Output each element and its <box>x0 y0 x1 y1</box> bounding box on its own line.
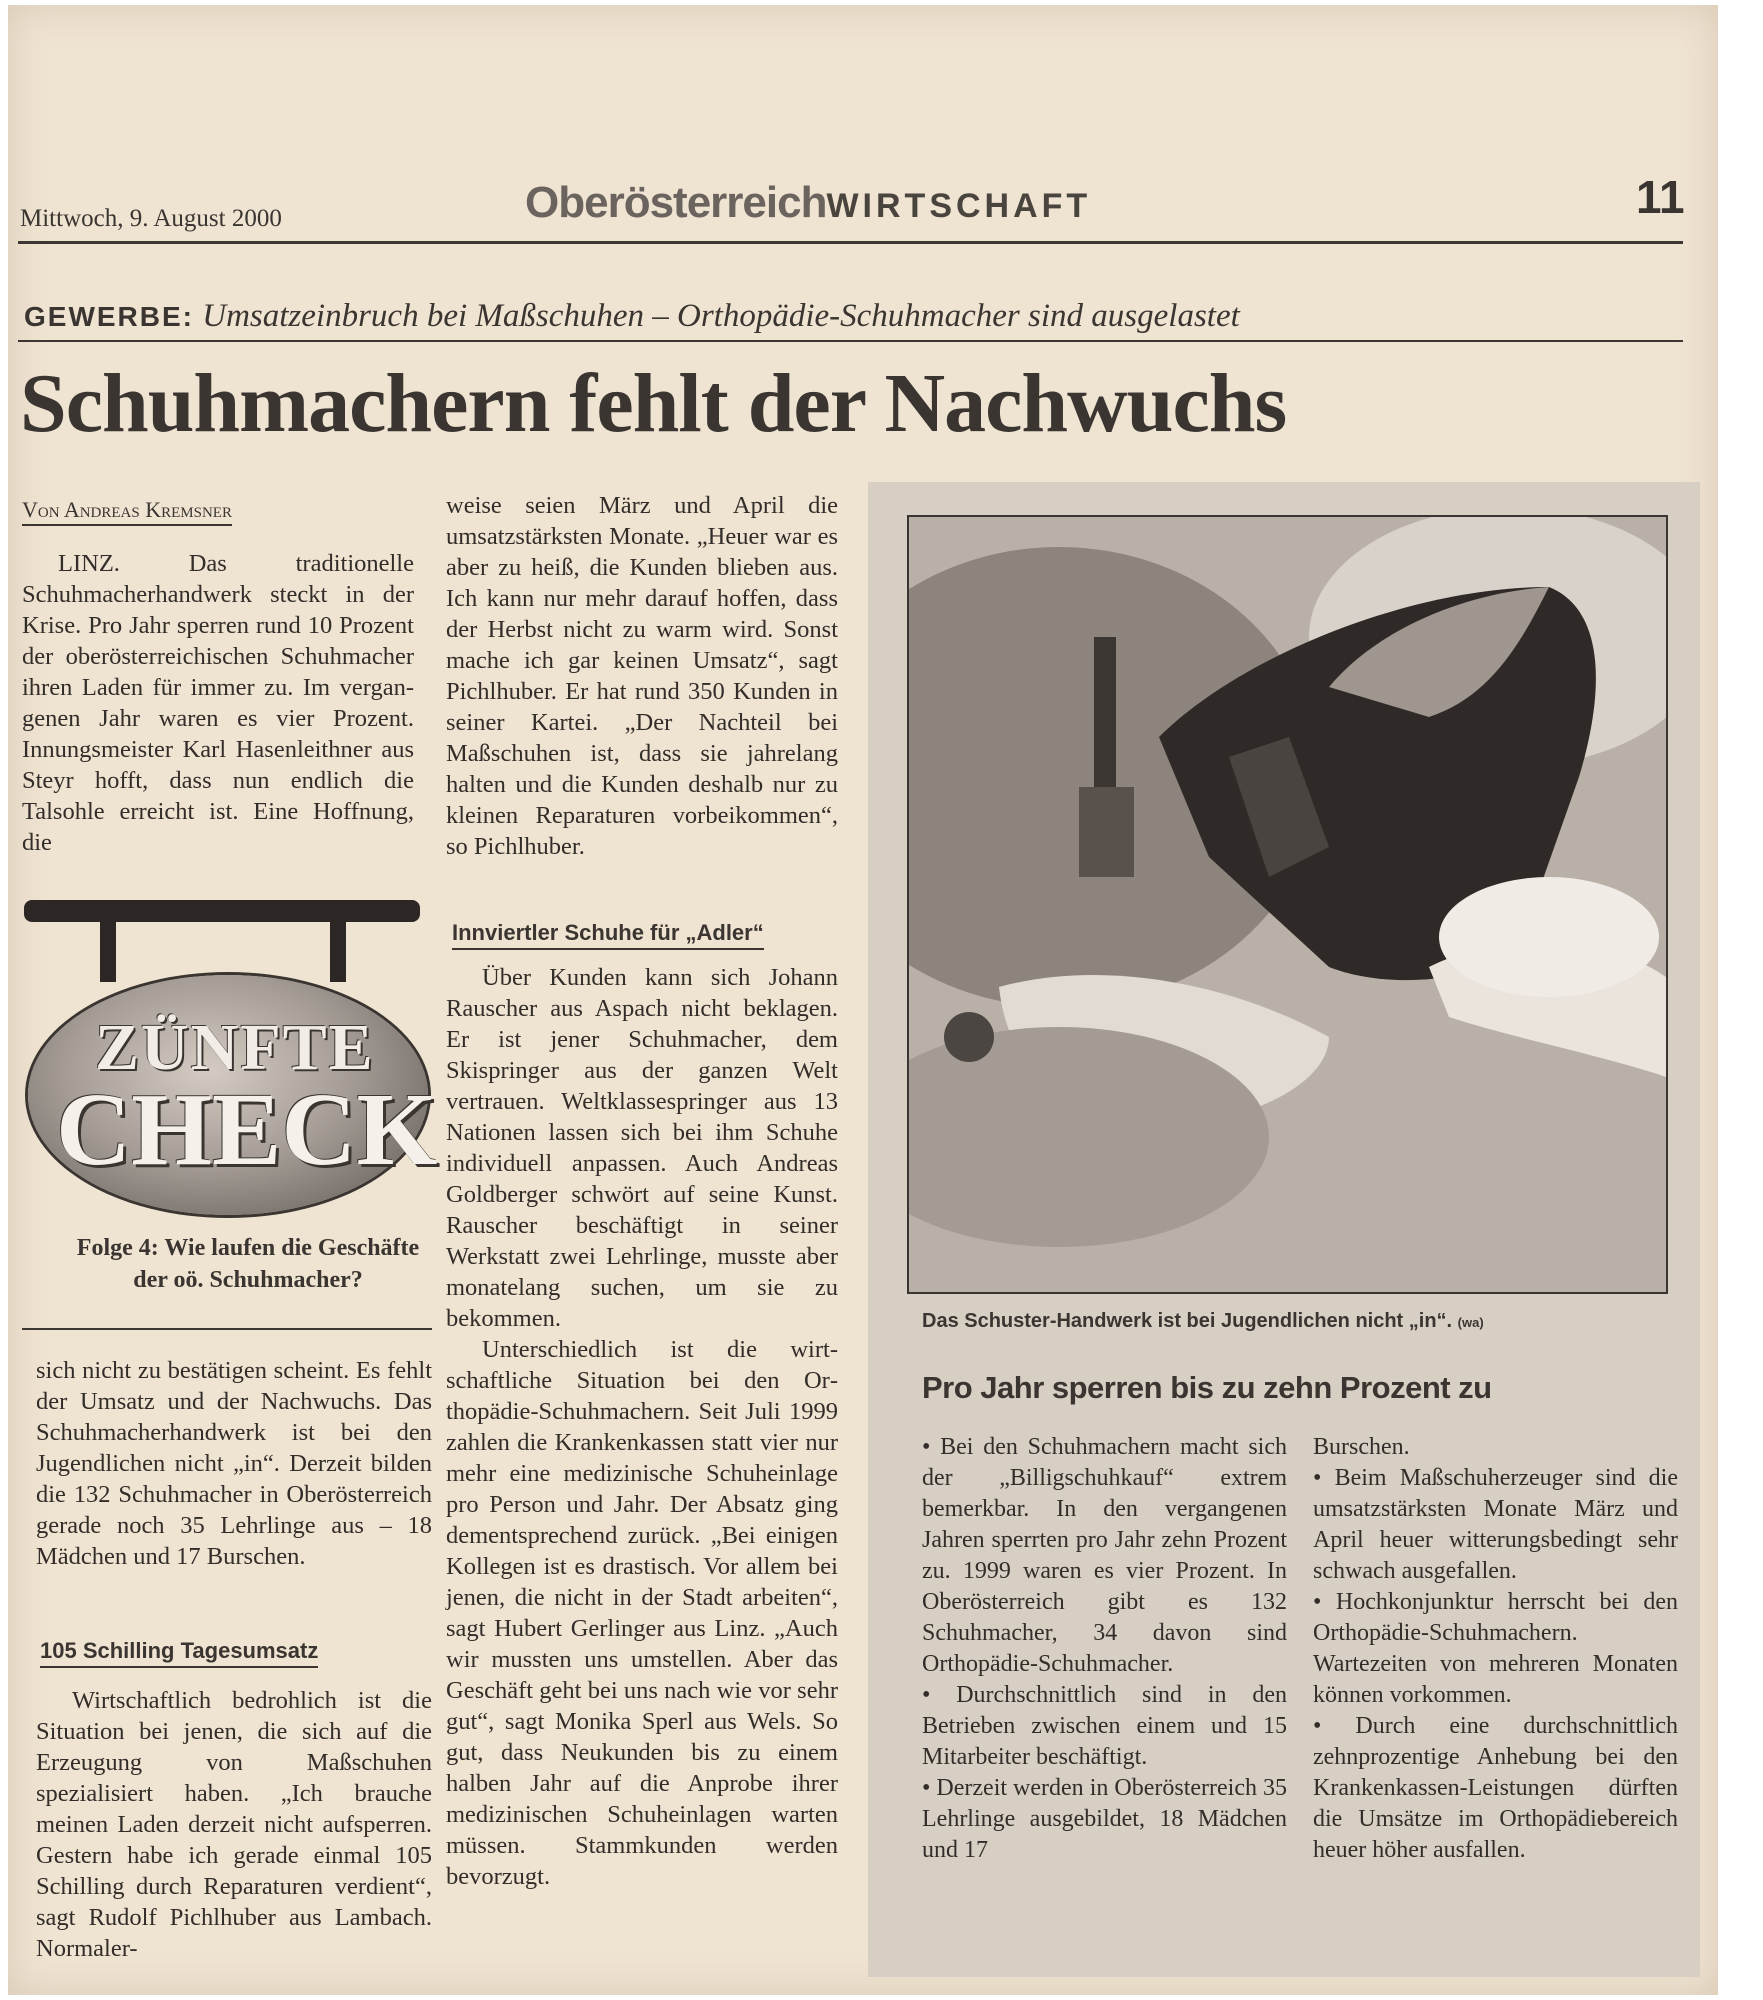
column-2-paragraph-2: Unterschiedlich ist die wirtschaftliche Situation bei den Orthopädie-Schuhmachern. Seit Juli 1999 zahlen die Krankenkassen statt vier nur mehr eine medizinische Schuheinlage pro Person und Jahr. Der Absatz ging dementsprechend zurück. „Bei einigen Kollegen ist es drastisch. Vor allem bei jenen, die nicht in der Stadt arbeiten“, sagt Hubert Gerlinger aus Linz. „Auch wir mussten uns umstellen. Aber das Geschäft geht bei uns nach wie vor sehr gut“, sagt Monika Sperl aus Wels. So gut, dass Neukunden bis zu einem halben Jahr auf die Anprobe ihrer medizinischen Schuheinlagen warten müssen. Stammkunden werden bevorzugt. <box>446 1336 838 1890</box>
infobox-right-column <box>1313 1432 1678 1866</box>
column-2-body <box>446 962 838 1892</box>
infobox-left-column <box>922 1432 1287 1866</box>
subhead-adler: Innviertler Schuhe für „Adler“ <box>452 920 764 950</box>
series-subtitle: Folge 4: Wie laufen die Geschäfte der oö. Schuhmacher? <box>76 1235 420 1293</box>
sign-right-post <box>330 920 346 982</box>
infobox-continued: Burschen. <box>1313 1434 1410 1460</box>
header-rule <box>18 241 1683 244</box>
photo-credit: (wa) <box>1457 1315 1484 1330</box>
series-logo-line1: ZÜNFTE <box>95 1011 375 1084</box>
byline: Von Andreas Kremsner <box>22 497 232 526</box>
column-1-bottom <box>36 1355 432 1572</box>
photo-caption <box>922 1310 1484 1333</box>
column-1-lead: LINZ. Das traditionelle Schuhmacherhandwerk steckt in der Krise. Pro Jahr sperren rund 10 Prozent der oberösterreichischen Schuhmacher ihren Laden für immer zu. Im vergangenen Jahr waren es vier Prozent. Innungsmeister Karl Hasenleithner aus Steyr hofft, dass nun endlich die Talsohle erreicht ist. Eine Hoffnung, die <box>22 550 414 856</box>
masthead-section: WIRTSCHAFT <box>826 187 1092 225</box>
kicker <box>24 298 1240 335</box>
infobox-bullet-1: • Bei den Schuhmachern macht sich der „Billigschuhkauf“ extrem bemerkbar. In den vergangenen Jahren sperrten pro Jahr zehn Prozent zu. 1999 waren es vier Prozent. In Oberösterreich gibt es 132 Schuhmacher, 34 davon sind Orthopädie-Schuhmacher. <box>922 1434 1287 1677</box>
column-1-top <box>22 548 414 858</box>
column-2-paragraph-1: Über Kunden kann sich Johann Rauscher aus Aspach nicht beklagen. Er ist jener Schuhmacher, dem Skispringer aus der ganzen Welt vertrauen. Weltklassespringer aus 13 Nationen lassen sich bei ihm Schuhe individuell anpassen. Auch Andreas Goldberger schwört auf seine Kunst. Rauscher beschäftigt in seiner Werkstatt zwei Lehrlinge, musste aber monatelang suchen, um sie zu bekommen. <box>446 964 838 1332</box>
column-1-section <box>36 1685 432 1964</box>
sign-left-post <box>100 920 116 982</box>
infobox-bullet-4: • Beim Maßschuherzeuger sind die umsatzstärksten Monate März und April heuer witterungsbedingt sehr schwach ausgefallen. <box>1313 1465 1678 1584</box>
column-1-section-text: Wirtschaftlich bedrohlich ist die Situation bei jenen, die sich auf die Erzeugung von Maßschuhen spezialisiert haben. „Ich brauche meinen Laden derzeit nicht aufsperren. Gestern habe ich gerade einmal 105 Schilling durch Reparaturen verdient“, sagt Rudolf Pichlhuber aus Lambach. Normaler- <box>36 1687 432 1962</box>
column-2-lead: weise seien März und April die umsatzstärksten Monate. „Heuer war es aber zu heiß, die Kunden blieben aus. Ich kann nur mehr darauf hoffen, dass der Herbst nicht zu warm wird. Sonst mache ich gar keinen Umsatz“, sagt Pichlhuber. Er hat rund 350 Kunden in seiner Kartei. „Der Nachteil bei Maßschuhen ist, dass sie jahrelang halten und die Kunden deshalb nur zu kleinen Reparaturen vorbeikommen“, so Pichlhuber. <box>446 492 838 860</box>
subhead-tagesumsatz: 105 Schilling Tagesumsatz <box>40 1638 318 1668</box>
series-rule <box>22 1328 432 1330</box>
masthead-region: Oberösterreich <box>525 178 827 227</box>
infobox-title: Pro Jahr sperren bis zu zehn Prozent zu <box>922 1370 1492 1405</box>
infobox-bullet-5: • Hochkonjunktur herrscht bei den Orthopädie-Schuhmachern. Wartezeiten von mehreren Monaten können vorkommen. <box>1313 1589 1678 1708</box>
series-logo-line2: CHECK <box>56 1072 438 1187</box>
infobox-bullet-6: • Durch eine durchschnittlich zehnprozentige Anhebung bei den Krankenkassen-Leistungen dürften die Umsätze im Orthopädiebereich heuer höher ausfallen. <box>1313 1713 1678 1863</box>
photo-caption-text: Das Schuster-Handwerk ist bei Jugendlichen nicht „in“. <box>922 1310 1453 1332</box>
infobox-bullet-3: • Derzeit werden in Oberösterreich 35 Lehrlinge ausgebildet, 18 Mädchen und 17 <box>922 1775 1287 1863</box>
photo-shoemaker <box>907 515 1668 1294</box>
kicker-label: GEWERBE: <box>24 301 194 332</box>
shoe-repair-photo-drawing <box>909 517 1666 1292</box>
issue-date: Mittwoch, 9. August 2000 <box>20 205 282 232</box>
headline: Schuhmachern fehlt der Nachwuchs <box>20 357 1287 450</box>
masthead <box>525 178 1091 228</box>
page-number: 11 <box>1636 171 1685 223</box>
infobox-bullet-2: • Durchschnittlich sind in den Betrieben zwischen einem und 15 Mitarbeiter beschäftigt. <box>922 1682 1287 1770</box>
column-1-continued: sich nicht zu bestätigen scheint. Es fehlt der Umsatz und der Nachwuchs. Das Schuhmacherhandwerk ist bei den Jugendlichen nicht „in“. Derzeit bilden die 132 Schuhmacher in Oberösterreich gerade noch 35 Lehrlinge aus – 18 Mädchen und 17 Burschen. <box>36 1357 432 1570</box>
sign-top-bar <box>24 900 420 922</box>
column-2-top <box>446 490 838 862</box>
kicker-rule <box>18 340 1683 342</box>
kicker-text: Umsatzeinbruch bei Maßschuhen – Orthopädie-Schuhmacher sind ausgelastet <box>202 298 1240 334</box>
